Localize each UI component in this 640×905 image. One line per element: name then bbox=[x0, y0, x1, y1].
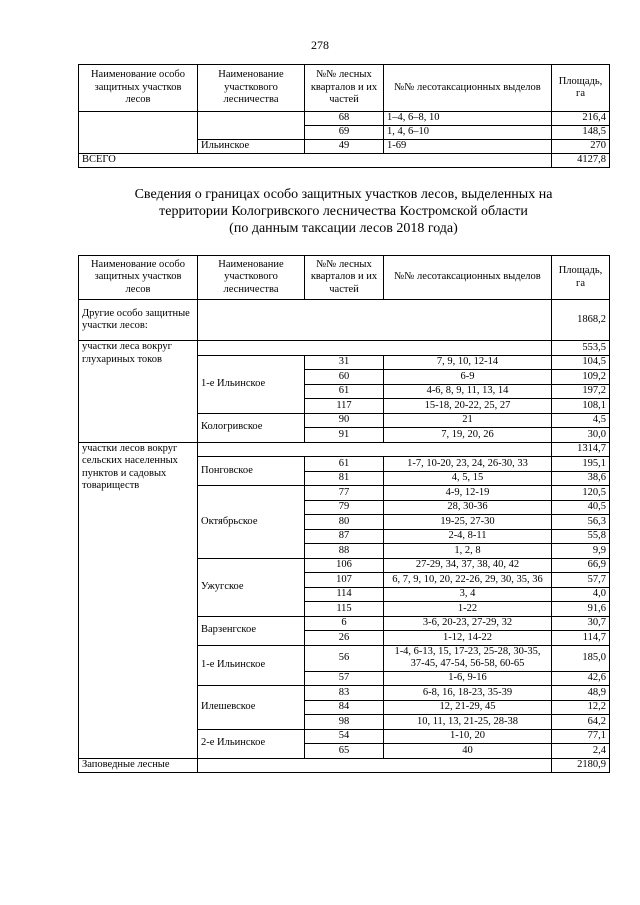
quarter-cell: 91 bbox=[305, 428, 384, 443]
quarter-cell: 61 bbox=[305, 384, 384, 399]
category-row bbox=[79, 300, 610, 341]
quarter-cell: 31 bbox=[305, 355, 384, 370]
area-cell: 77,1 bbox=[552, 729, 610, 744]
quarter-cell: 117 bbox=[305, 399, 384, 414]
title-line-1: Сведения о границах особо защитных участков лесов, выделенных на bbox=[134, 187, 553, 202]
area-cell: 197,2 bbox=[552, 384, 610, 399]
area-cell: 56,3 bbox=[552, 515, 610, 530]
empty-cell bbox=[198, 758, 552, 773]
plots-cell: 1-10, 20 bbox=[384, 729, 552, 744]
plots-cell: 12, 21-29, 45 bbox=[384, 700, 552, 715]
area-cell: 4,5 bbox=[552, 413, 610, 428]
quarter-cell: 87 bbox=[305, 529, 384, 544]
area-cell: 1314,7 bbox=[552, 442, 610, 457]
plots-cell: 2-4, 8-11 bbox=[384, 529, 552, 544]
area-cell: 108,1 bbox=[552, 399, 610, 414]
quarter-cell: 88 bbox=[305, 544, 384, 559]
quarter-cell: 60 bbox=[305, 370, 384, 385]
category-row bbox=[79, 341, 610, 356]
quarter-cell: 68 bbox=[305, 112, 384, 126]
category-label: Другие особо защитные участки лесов: bbox=[79, 300, 198, 341]
forestry-cell: 2-е Ильинское bbox=[198, 729, 305, 758]
plots-cell: 1, 4, 6–10 bbox=[384, 126, 552, 140]
plots-cell: 1-12, 14-22 bbox=[384, 631, 552, 646]
area-cell: 1868,2 bbox=[552, 300, 610, 341]
plots-cell: 6-8, 16, 18-23, 35-39 bbox=[384, 686, 552, 701]
area-cell: 64,2 bbox=[552, 715, 610, 730]
plots-cell: 7, 9, 10, 12-14 bbox=[384, 355, 552, 370]
plots-cell: 28, 30-36 bbox=[384, 500, 552, 515]
area-cell: 120,5 bbox=[552, 486, 610, 501]
quarter-cell: 106 bbox=[305, 558, 384, 573]
area-cell: 148,5 bbox=[552, 126, 610, 140]
quarter-cell: 49 bbox=[305, 140, 384, 154]
quarter-cell: 79 bbox=[305, 500, 384, 515]
quarter-cell: 56 bbox=[305, 645, 384, 671]
quarter-cell: 65 bbox=[305, 744, 384, 759]
table-header-row bbox=[79, 256, 610, 300]
plots-cell: 4-9, 12-19 bbox=[384, 486, 552, 501]
area-cell: 4,0 bbox=[552, 587, 610, 602]
area-cell: 66,9 bbox=[552, 558, 610, 573]
area-cell: 195,1 bbox=[552, 457, 610, 472]
plots-cell: 1-7, 10-20, 23, 24, 26-30, 33 bbox=[384, 457, 552, 472]
area-cell: 30,7 bbox=[552, 616, 610, 631]
quarter-cell: 90 bbox=[305, 413, 384, 428]
col-header-area: Площадь, га bbox=[552, 65, 610, 112]
total-label: ВСЕГО bbox=[79, 154, 552, 168]
area-cell: 216,4 bbox=[552, 112, 610, 126]
quarter-cell: 83 bbox=[305, 686, 384, 701]
plots-cell: 3-6, 20-23, 27-29, 32 bbox=[384, 616, 552, 631]
forestry-cell: Понговское bbox=[198, 457, 305, 486]
category-row bbox=[79, 442, 610, 457]
plots-cell: 21 bbox=[384, 413, 552, 428]
plots-cell: 15-18, 20-22, 25, 27 bbox=[384, 399, 552, 414]
forestry-cell: Ильинское bbox=[198, 140, 305, 154]
plots-cell: 1, 2, 8 bbox=[384, 544, 552, 559]
area-cell: 114,7 bbox=[552, 631, 610, 646]
forestry-cell bbox=[198, 112, 305, 140]
col-header-name: Наименование особо защитных участков лесов bbox=[79, 65, 198, 112]
area-cell: 2,4 bbox=[552, 744, 610, 759]
category-row bbox=[79, 758, 610, 773]
empty-cell bbox=[198, 300, 552, 341]
quarter-cell: 77 bbox=[305, 486, 384, 501]
plots-cell: 40 bbox=[384, 744, 552, 759]
area-cell: 38,6 bbox=[552, 471, 610, 486]
quarter-cell: 61 bbox=[305, 457, 384, 472]
quarter-cell: 6 bbox=[305, 616, 384, 631]
plots-cell: 1-6, 9-16 bbox=[384, 671, 552, 686]
category-label: Заповедные лесные bbox=[79, 758, 198, 773]
quarter-cell: 80 bbox=[305, 515, 384, 530]
plots-cell: 4, 5, 15 bbox=[384, 471, 552, 486]
area-cell: 57,7 bbox=[552, 573, 610, 588]
plots-cell: 19-25, 27-30 bbox=[384, 515, 552, 530]
col-header-plots: №№ лесотаксационных выделов bbox=[384, 65, 552, 112]
area-cell: 104,5 bbox=[552, 355, 610, 370]
plots-cell: 1-22 bbox=[384, 602, 552, 617]
quarter-cell: 84 bbox=[305, 700, 384, 715]
area-cell: 40,5 bbox=[552, 500, 610, 515]
plots-cell: 6-9 bbox=[384, 370, 552, 385]
quarter-cell: 114 bbox=[305, 587, 384, 602]
quarter-cell: 26 bbox=[305, 631, 384, 646]
plots-cell: 1–4, 6–8, 10 bbox=[384, 112, 552, 126]
area-cell: 42,6 bbox=[552, 671, 610, 686]
plots-cell: 1-4, 6-13, 15, 17-23, 25-28, 30-35, 37-45, 47-54, 56-58, 60-65 bbox=[384, 645, 552, 671]
section-title bbox=[78, 186, 609, 237]
forestry-cell: Илешевское bbox=[198, 686, 305, 730]
forestry-cell: Ужугское bbox=[198, 558, 305, 616]
title-line-3: (по данным таксации лесов 2018 года) bbox=[229, 221, 458, 236]
area-cell: 2180,9 bbox=[552, 758, 610, 773]
plots-cell: 7, 19, 20, 26 bbox=[384, 428, 552, 443]
protected-areas-table bbox=[78, 255, 610, 773]
plots-cell: 1-69 bbox=[384, 140, 552, 154]
plots-cell: 4-6, 8, 9, 11, 13, 14 bbox=[384, 384, 552, 399]
col-header-name: Наименование особо защитных участков лесов bbox=[79, 256, 198, 300]
area-cell: 91,6 bbox=[552, 602, 610, 617]
forestry-cell: 1-е Ильинское bbox=[198, 355, 305, 413]
area-cell: 553,5 bbox=[552, 341, 610, 356]
area-cell: 48,9 bbox=[552, 686, 610, 701]
total-row bbox=[79, 154, 610, 168]
col-header-plots: №№ лесотаксационных выделов bbox=[384, 256, 552, 300]
area-cell: 55,8 bbox=[552, 529, 610, 544]
empty-cell bbox=[198, 442, 552, 457]
quarter-cell: 81 bbox=[305, 471, 384, 486]
forestry-cell: Октябрьское bbox=[198, 486, 305, 559]
col-header-quarters: №№ лесных кварталов и их частей bbox=[305, 65, 384, 112]
plots-cell: 27-29, 34, 37, 38, 40, 42 bbox=[384, 558, 552, 573]
area-cell: 12,2 bbox=[552, 700, 610, 715]
col-header-quarters: №№ лесных кварталов и их частей bbox=[305, 256, 384, 300]
area-cell: 9,9 bbox=[552, 544, 610, 559]
table-continuation bbox=[78, 64, 610, 168]
plots-cell: 3, 4 bbox=[384, 587, 552, 602]
forestry-cell: Варзенгское bbox=[198, 616, 305, 645]
area-cell: 270 bbox=[552, 140, 610, 154]
quarter-cell: 54 bbox=[305, 729, 384, 744]
table-header-row bbox=[79, 65, 610, 112]
quarter-cell: 57 bbox=[305, 671, 384, 686]
empty-cell bbox=[198, 341, 552, 356]
table-row bbox=[79, 112, 610, 126]
quarter-cell: 115 bbox=[305, 602, 384, 617]
quarter-cell: 69 bbox=[305, 126, 384, 140]
area-cell: 30,0 bbox=[552, 428, 610, 443]
title-line-2: территории Кологривского лесничества Костромской области bbox=[159, 204, 528, 219]
page-number: 278 bbox=[311, 38, 329, 52]
quarter-cell: 98 bbox=[305, 715, 384, 730]
col-header-area: Площадь, га bbox=[552, 256, 610, 300]
category-label: участки леса вокруг глухариных токов bbox=[79, 341, 198, 443]
total-value: 4127,8 bbox=[552, 154, 610, 168]
quarter-cell: 107 bbox=[305, 573, 384, 588]
area-cell: 109,2 bbox=[552, 370, 610, 385]
forestry-cell: Кологривское bbox=[198, 413, 305, 442]
col-header-forestry: Наименование участкового лесничества bbox=[198, 256, 305, 300]
name-cell bbox=[79, 112, 198, 154]
plots-cell: 10, 11, 13, 21-25, 28-38 bbox=[384, 715, 552, 730]
plots-cell: 6, 7, 9, 10, 20, 22-26, 29, 30, 35, 36 bbox=[384, 573, 552, 588]
category-label: участки лесов вокруг сельских населенных пунктов и садовых товариществ bbox=[79, 442, 198, 758]
forestry-cell: 1-е Ильинское bbox=[198, 645, 305, 686]
area-cell: 185,0 bbox=[552, 645, 610, 671]
col-header-forestry: Наименование участкового лесничества bbox=[198, 65, 305, 112]
